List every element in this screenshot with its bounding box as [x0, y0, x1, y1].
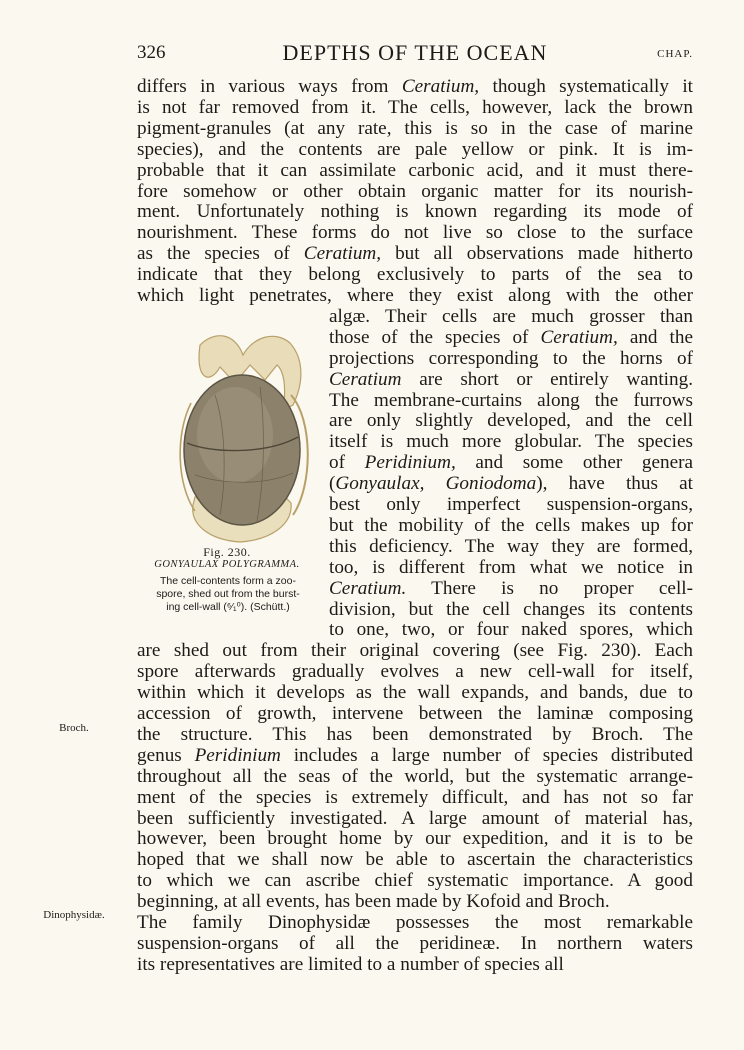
text-segment: is not far removed from it. The cells, however, lack the brown [137, 96, 693, 118]
text-segment: are shed out from their original covering (see Fig. 230). Each [137, 640, 693, 662]
text-line [329, 327, 693, 349]
text-line [137, 640, 693, 662]
text-line [329, 348, 693, 370]
text-segment: itself is much more globular. The species [329, 431, 693, 453]
text-segment: to which we can ascribe chief systematic importance. A good [137, 870, 693, 892]
text-segment: indicate that they belong exclusively to parts of the sea to [137, 264, 693, 286]
caption-line: ing cell-wall (⁶⁄₁⁰). (Schütt.) [166, 601, 290, 613]
page-number: 326 [137, 42, 166, 63]
text-line [137, 118, 693, 140]
text-segment: accession of growth, intervene between the laminæ composing [137, 703, 693, 724]
text-line [329, 473, 693, 495]
text-segment: differs in various ways from [137, 76, 402, 97]
text-segment: and some other genera [455, 452, 693, 474]
text-segment: ( [329, 473, 336, 495]
text-line [329, 557, 693, 579]
text-segment: to one, two, or four naked spores, which [329, 619, 693, 641]
text-line [329, 536, 693, 558]
text-line [329, 410, 693, 432]
text-segment: beginning, at all events, has been made by Kofoid and Broch. [137, 891, 610, 913]
text-segment: genus [137, 744, 195, 766]
text-segment: ment of the species is extremely difficult, and has not so far [137, 786, 693, 808]
running-title: DEPTHS OF THE OCEAN [282, 40, 548, 65]
text-segment: the structure. This has been demonstrated by Broch. The [137, 723, 693, 745]
text-line [137, 870, 693, 892]
italic-term: Ceratium, [401, 76, 480, 97]
text-line [329, 306, 693, 328]
text-line [137, 745, 693, 767]
text-line [329, 390, 693, 412]
margin-note-dinophysidae: Dinophysidæ. [43, 909, 105, 921]
italic-term: Peridinium [194, 744, 281, 766]
text-line [137, 264, 693, 286]
text-segment: as the species of [137, 243, 304, 265]
text-line [137, 954, 693, 976]
italic-term: Ceratium [329, 368, 402, 390]
text-segment: pigment-granules (at any rate, this is so in the case of marine [137, 117, 693, 139]
text-segment: however, been brought home by our expedition, and it is to be [137, 828, 693, 850]
figure-label: Fig. 230. [203, 545, 251, 559]
text-segment: and the [617, 326, 693, 348]
text-line [137, 243, 693, 265]
margin-note-broch: Broch. [59, 722, 89, 734]
chapter-label: CHAP. [657, 48, 693, 60]
gonyaulax-illustration [165, 325, 315, 547]
text-line [329, 599, 693, 621]
text-line [137, 160, 693, 182]
text-segment: suspension-organs of all the peridineæ. In northern waters [137, 932, 693, 954]
text-segment: this deficiency. The way they are formed, [329, 535, 693, 557]
text-segment: division, but the cell changes its contents [329, 598, 693, 620]
text-segment: projections corresponding to the horns of [329, 347, 693, 369]
text-segment: but the mobility of the cells makes up for [329, 514, 693, 536]
text-line [137, 97, 693, 119]
text-segment: The membrane-curtains along the furrows [329, 389, 693, 411]
text-line [329, 452, 693, 474]
text-segment: ment. Unfortunately nothing is known regarding its mode of [137, 201, 693, 223]
text-segment: its representatives are limited to a number of species all [137, 953, 564, 975]
text-segment: but all observations made hitherto [381, 243, 693, 265]
text-segment: throughout all the seas of the world, but the systematic arrange- [137, 765, 693, 787]
text-segment: species), and the contents are pale yellow or pink. It is im- [137, 138, 693, 160]
caption-line: The cell-contents form a zoo- [160, 575, 296, 587]
text-line [329, 494, 693, 516]
text-segment: nourishment. These forms do not live so close to the surface [137, 222, 693, 244]
text-line [137, 181, 693, 203]
text-line [137, 724, 693, 746]
text-segment: algæ. Their cells are much grosser than [329, 305, 693, 327]
text-segment: There is no proper cell- [406, 577, 693, 599]
text-segment: probable that it can assimilate carbonic acid, and it must there- [137, 159, 693, 181]
text-line [137, 682, 693, 704]
text-segment: includes a large number of species distributed [280, 744, 693, 766]
italic-term: Ceratium. [329, 577, 407, 599]
text-line [329, 431, 693, 453]
figure-caption [137, 575, 319, 614]
text-line [137, 891, 693, 913]
text-segment: which light penetrates, where they exist along with the other [137, 285, 693, 306]
text-segment: are short or entirely wanting. [401, 368, 693, 390]
text-line [137, 76, 693, 98]
text-line [137, 222, 693, 244]
text-segment: The family Dinophysidæ possesses the most remarkable [137, 912, 693, 933]
italic-term: Gonyaulax, Goniodoma [335, 473, 537, 495]
text-line [137, 912, 693, 934]
text-segment: ), have thus at [536, 473, 694, 495]
text-line [137, 808, 693, 830]
italic-term: Peridinium, [364, 452, 456, 474]
text-segment: within which it develops as the wall expands, and bands, due to [137, 682, 693, 704]
text-line [137, 703, 693, 725]
text-segment: spore afterwards gradually evolves a new cell-wall for itself, [137, 661, 693, 683]
text-line [137, 933, 693, 955]
text-segment: been sufficiently investigated. A large amount of material has, [137, 807, 693, 829]
text-line [137, 661, 693, 683]
text-segment: fore somehow or other obtain organic matter for its nourish- [137, 180, 693, 202]
text-line [137, 766, 693, 788]
figure-species: GONYAULAX POLYGRAMMA. [154, 559, 300, 570]
text-line [137, 849, 693, 871]
text-segment: hoped that we shall now be able to ascertain the characteristics [137, 849, 693, 871]
text-segment: too, is different from what we notice in [329, 556, 693, 578]
page-header [137, 40, 693, 70]
text-segment: of [329, 452, 365, 474]
text-segment: those of the species of [329, 326, 541, 348]
text-line [329, 369, 693, 391]
text-line [137, 201, 693, 223]
text-line [137, 787, 693, 809]
text-line [329, 578, 693, 600]
italic-term: Ceratium, [540, 326, 618, 348]
text-segment: though systematically it [479, 76, 693, 97]
text-line [137, 828, 693, 850]
text-line [329, 515, 693, 537]
text-line [137, 285, 693, 307]
text-segment: best only imperfect suspension-organs, [329, 494, 693, 515]
text-line [329, 619, 693, 641]
italic-term: Ceratium, [303, 243, 382, 265]
text-line [137, 139, 693, 161]
text-segment: are only slightly developed, and the cell [329, 410, 693, 432]
caption-line: spore, shed out from the burst- [156, 588, 300, 600]
